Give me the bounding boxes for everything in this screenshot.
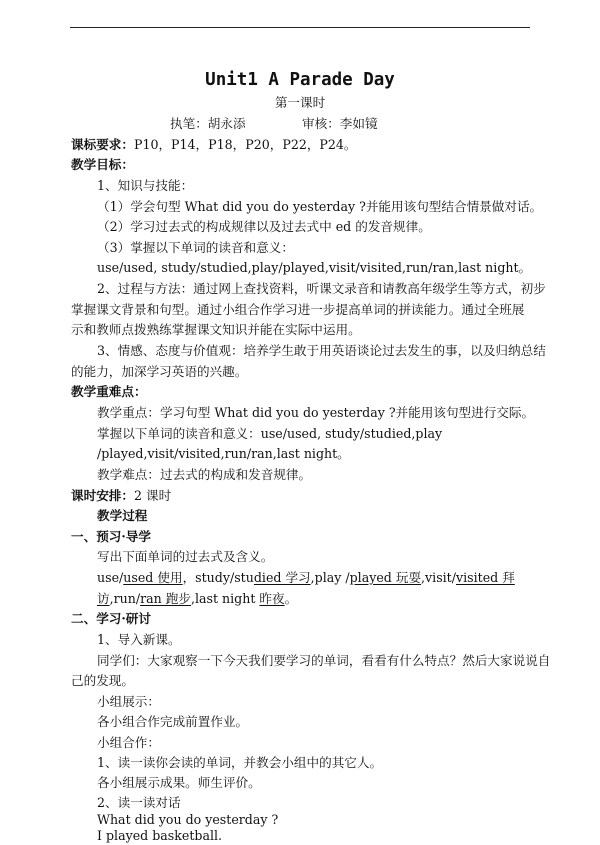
- knowledge-words: use/used, study/studied,play/played,visit/visited,run/ran,last night。: [97, 260, 532, 275]
- attitude-line-1: 3、情感、态度与价值观：培养学生敢于用英语谈论过去发生的事，以及归纳总结: [97, 343, 546, 358]
- intro-line-2: 己的发现。: [71, 673, 134, 688]
- key-points-heading: 教学重难点：: [71, 384, 147, 399]
- section1-heading: 一、预习·导学: [71, 529, 151, 544]
- goals-heading: 教学目标：: [71, 157, 134, 172]
- answer-text: ,play /: [310, 570, 350, 585]
- process-line-1: 2、过程与方法：通过网上查找资料，听课文录音和请教高年级学生等方式，初步: [97, 281, 546, 296]
- answer-text: ,last night: [190, 591, 260, 606]
- answer-visited-cont: 访: [97, 591, 110, 606]
- process-line-2: 掌握课文背景和句型。通过小组合作学习进一步提高单词的拼读能力。通过全班展: [71, 302, 525, 317]
- knowledge-heading: 1、知识与技能：: [97, 178, 194, 193]
- dialog-question: What did you do yesterday ?: [97, 812, 279, 827]
- answer-visited: visited 拜: [456, 570, 515, 585]
- knowledge-item-3: （3）掌握以下单词的读音和意义：: [97, 240, 294, 255]
- dialog-answer: I played basketball.: [97, 828, 223, 843]
- schedule-text: 2 课时: [133, 488, 172, 503]
- answer-studied: died 学习: [253, 570, 311, 585]
- knowledge-item-2: （2）学习过去式的构成规律以及过去式中 ed 的发音规律。: [97, 219, 431, 234]
- answer-text: ，study/stu: [182, 570, 254, 585]
- schedule-line: [71, 488, 171, 504]
- answer-text: ,visit/: [421, 570, 456, 585]
- answer-line-1: [97, 570, 515, 586]
- section2-heading: 二、学习·研讨: [71, 611, 151, 626]
- answer-ran: ran 跑步: [140, 591, 191, 606]
- answer-text: 。: [284, 591, 298, 606]
- group-show-text: 各小组合作完成前置作业。: [97, 714, 249, 729]
- difficulty: 教学难点：过去式的构成和发音规律。: [97, 467, 312, 482]
- standards-line: [71, 137, 357, 153]
- attitude-line-2: 的能力，加深学习英语的兴趣。: [71, 364, 248, 379]
- answer-used: used 使用: [123, 570, 183, 585]
- header-rule: [70, 27, 530, 28]
- answer-text: ,run/: [109, 591, 141, 606]
- intro-line-1: 同学们：大家观察一下今天我们要学习的单词，看看有什么特点？然后大家说说自: [97, 653, 551, 668]
- group-coop-label: 小组合作：: [97, 735, 160, 750]
- standards-label: 课标要求：: [71, 137, 134, 152]
- page-title: Unit1 A Parade Day: [205, 70, 395, 90]
- coop-step-1: 1、读一读你会读的单词，并教会小组中的其它人。: [97, 755, 383, 770]
- schedule-label: 课时安排：: [71, 488, 134, 503]
- answer-last-night: 昨夜: [259, 591, 285, 606]
- process-line-3: 示和教师点拨熟练掌握课文知识并能在实际中运用。: [71, 322, 361, 337]
- key-point: 教学重点：学习句型 What did you do yesterday ?并能用该句型进行交际。: [97, 405, 535, 420]
- section1-instruction: 写出下面单词的过去式及含义。: [97, 549, 274, 564]
- lesson-label: 第一课时: [274, 95, 326, 110]
- standards-text: P10，P14，P18，P20，P22，P24。: [133, 137, 357, 152]
- process-heading: 教学过程: [97, 508, 148, 523]
- dialog-label: 2、读一读对话: [97, 795, 181, 810]
- group-show-label: 小组展示：: [97, 694, 160, 709]
- author-label: 执笔：胡永添: [170, 116, 246, 131]
- answer-played: played 玩耍: [349, 570, 422, 585]
- answer-line-2: [97, 591, 297, 607]
- reviewer-label: 审核：李如镜: [302, 116, 378, 131]
- knowledge-item-1: （1）学会句型 What did you do yesterday ?并能用该句型结合情景做对话。: [97, 199, 543, 214]
- vocab-line-2: /played,visit/visited,run/ran,last night。: [97, 446, 350, 461]
- answer-text: use/: [97, 570, 124, 585]
- coop-step-2: 各小组展示成果。师生评价。: [97, 775, 261, 790]
- vocab-line-1: 掌握以下单词的读音和意义：use/used, study/studied,play: [97, 426, 443, 441]
- intro-label: 1、导入新课。: [97, 632, 181, 647]
